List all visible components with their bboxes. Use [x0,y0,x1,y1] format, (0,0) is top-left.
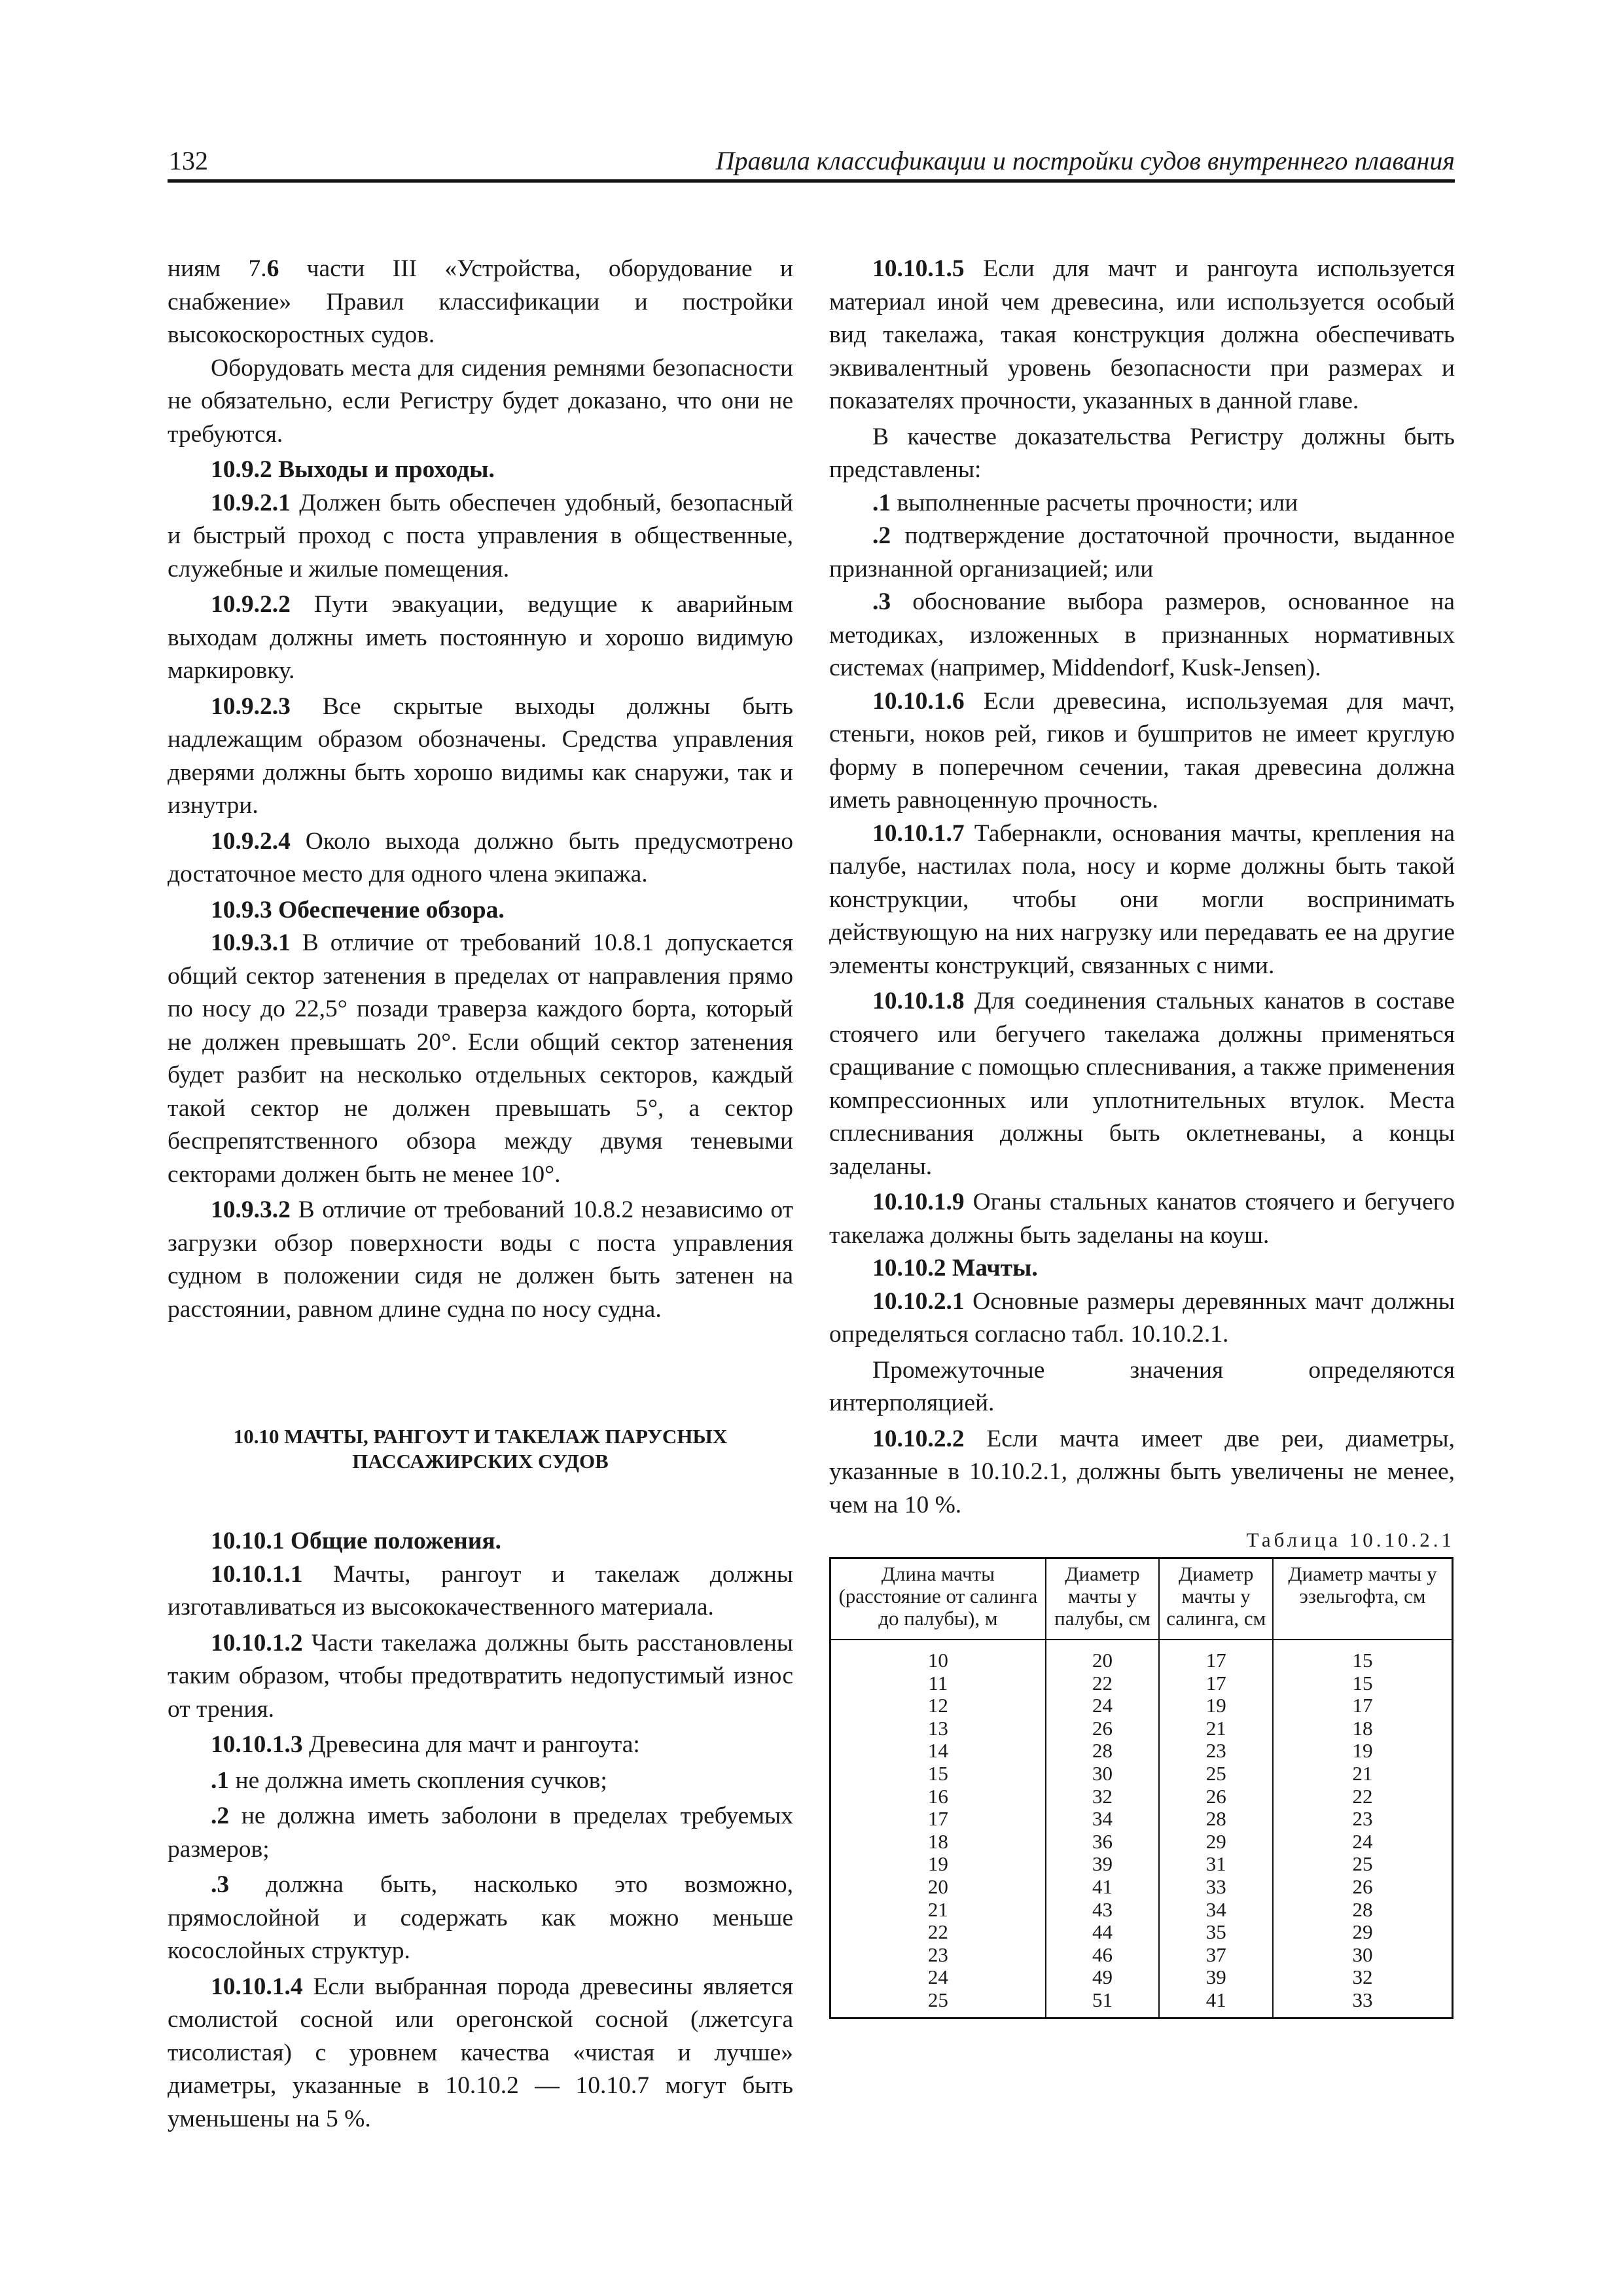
table-cell: 18 [830,1831,1046,1854]
table-cell: 20 [830,1876,1046,1899]
table-cell: 19 [830,1853,1046,1876]
table-cell: 13 [830,1717,1046,1740]
heading-10-10-1: 10.10.1 Общие положения. [211,1528,502,1554]
header-mast-length: Длина мачты (расстояние от салинга до палубы), м [830,1558,1046,1640]
table-cell: 17 [1273,1695,1452,1717]
table-cell: 25 [830,1989,1046,2018]
clause-10-9-2-2: 10.9.2.2 Пути эвакуации, ведущие к аварийным выходам должны иметь постоянную и хорошо видимую маркировку. [168,591,793,684]
clause-10-10-2-2: 10.10.2.2 Если мачта имеет две реи, диаметры, указанные в 10.10.2.1, должны быть увеличены не менее, чем на 10 %. [829,1425,1455,1518]
table-cell: 23 [1159,1740,1273,1763]
table-cell: 24 [1273,1831,1452,1854]
paragraph-seats: Оборудовать места для сидения ремнями безопасности не обязательно, если Регистру будет доказано, что они не требуются. [168,354,793,448]
table-cell: 15 [1273,1672,1452,1695]
evidence-item-1: .1 выполненные расчеты прочности; или [872,489,1298,516]
clause-10-10-1-4: 10.10.1.4 Если выбранная порода древесины является смолистой сосной или орегонской сосной (лжетсуга тисолистая) с уровнем качества «чистая и лучше» диаметры, указанные в 10.10.2 — 10.10.7 могут быть уменьшены на 5 %. [168,1973,793,2132]
clause-10-9-2-3: 10.9.2.3 Все скрытые выходы должны быть надлежащим образом обозначены. Средства управления дверями должны быть хорошо видимы как снаружи, так и изнутри. [168,692,793,819]
table-cell: 21 [1273,1763,1452,1785]
running-title: Правила классификации и постройки судов внутреннего плавания [715,146,1455,175]
table-cell: 22 [1046,1672,1160,1695]
header-diameter-deck: Диаметр мачты у палубы, см [1046,1558,1160,1640]
table-cell: 23 [1273,1808,1452,1831]
table-cell: 20 [1046,1640,1160,1672]
list-item-2: .2 не должна иметь заболони в пределах требуемых размеров; [168,1803,793,1863]
table-cell: 24 [1046,1695,1160,1717]
table-cell: 26 [1046,1717,1160,1740]
table-cell: 33 [1273,1989,1452,2018]
table-cell: 22 [1273,1785,1452,1808]
table-cell: 34 [1159,1899,1273,1922]
table-cell: 16 [830,1785,1046,1808]
clause-10-10-1-5: 10.10.1.5 Если для мачт и рангоута используется материал иной чем древесина, или используется особый вид такелажа, такая конструкция должна обеспечивать эквивалентный уровень безопасности при размерах и показателях прочности, указанных в данной главе. [829,255,1455,414]
table-cell: 24 [830,1966,1046,1989]
table-cell: 25 [1273,1853,1452,1876]
evidence-item-2: .2 подтверждение достаточной прочности, выданное признанной организацией; или [829,522,1455,583]
table-cell: 33 [1159,1876,1273,1899]
table-row [830,1763,1453,1785]
table-row [830,1808,1453,1831]
table-cell: 18 [1273,1717,1452,1740]
evidence-item-3: .3 обоснование выбора размеров, основанное на методиках, изложенных в признанных нормативных системах (например, Middendorf, Kusk-Jensen). [829,588,1455,681]
table-row [830,1717,1453,1740]
list-item-1: .1 не должна иметь скопления сучков; [211,1767,607,1794]
table-cell: 41 [1046,1876,1160,1899]
paragraph-continuation: ниям 7.6 части III «Устройства, оборудование и снабжение» Правил классификации и постройки высокоскоростных судов. [168,255,793,348]
table-cell: 49 [1046,1966,1160,1989]
table-cell: 37 [1159,1944,1273,1967]
table-row [830,1944,1453,1967]
table-cell: 21 [1159,1717,1273,1740]
paragraph-evidence: В качестве доказательства Регистру должны быть представлены: [829,423,1455,483]
table-row [830,1695,1453,1717]
section-spacer [168,1326,793,1424]
table-row [830,1876,1453,1899]
clause-10-10-1-1: 10.10.1.1 Мачты, рангоут и такелаж должны изготавливаться из высококачественного материала. [168,1560,793,1621]
table-cell: 46 [1046,1944,1160,1967]
table-row [830,1640,1453,1672]
table-cell: 41 [1159,1989,1273,2018]
table-row [830,1672,1453,1695]
table-row [830,1966,1453,1989]
heading-10-9-2: 10.9.2 Выходы и проходы. [211,456,495,483]
page-header [168,145,1455,183]
table-cell: 23 [830,1944,1046,1967]
table-cell: 12 [830,1695,1046,1717]
page-number: 132 [169,146,208,175]
header-diameter-cap: Диаметр мачты у эзельгофта, см [1273,1558,1452,1640]
heading-10-9-3: 10.9.3 Обеспечение обзора. [211,896,505,924]
table-header-row [830,1558,1453,1640]
table-cell: 28 [1046,1740,1160,1763]
table-cell: 21 [830,1899,1046,1922]
table-cell: 15 [1273,1640,1452,1672]
table-cell: 44 [1046,1921,1160,1944]
table-body [830,1640,1453,2018]
table-cell: 28 [1273,1899,1452,1922]
table-cell: 26 [1159,1785,1273,1808]
table-cell: 14 [830,1740,1046,1763]
table-cell: 17 [1159,1640,1273,1672]
table-cell: 22 [830,1921,1046,1944]
table-cell: 39 [1159,1966,1273,1989]
table-cell: 28 [1159,1808,1273,1831]
table-cell: 34 [1046,1808,1160,1831]
table-cell: 17 [1159,1672,1273,1695]
table-cell: 19 [1159,1695,1273,1717]
table-cell: 29 [1273,1921,1452,1944]
table-row [830,1831,1453,1854]
table-row [830,1921,1453,1944]
clause-10-10-1-7: 10.10.1.7 Табернакли, основания мачты, крепления на палубе, настилах пола, носу и корме должны быть такой конструкции, чтобы они могли воспринимать действующую на них нагрузку или передавать ее на другие элементы конструкций, связанных с ними. [829,819,1455,979]
table-cell: 15 [830,1763,1046,1785]
table-cell: 35 [1159,1921,1273,1944]
clause-10-10-1-9: 10.10.1.9 Оганы стальных канатов стоячего и бегучего такелажа должны быть заделаны на коуш. [829,1189,1455,1249]
table-cell: 39 [1046,1853,1160,1876]
clause-10-9-3-1: 10.9.3.1 В отличие от требований 10.8.1 допускается общий сектор затенения в пределах от направления прямо по носу до 22,5° позади траверза каждого борта, который не должен превышать 20°. Если общий сектор затенения будет разбит на несколько отдельных секторов, каждый такой сектор не должен превышать 5°, а сектор беспрепятственного обзора между двумя теневыми секторами должен быть не менее 10°. [168,929,793,1188]
table-cell: 25 [1159,1763,1273,1785]
table-row [830,1740,1453,1763]
table-cell: 32 [1273,1966,1452,1989]
left-column [168,253,793,2136]
clause-10-9-2-1: 10.9.2.1 Должен быть обеспечен удобный, безопасный и быстрый проход с поста управления в общественные, служебные и жилые помещения. [168,489,793,583]
clause-10-9-2-4: 10.9.2.4 Около выхода должно быть предусмотрено достаточное место для одного члена экипажа. [168,827,793,888]
table-cell: 19 [1273,1740,1452,1763]
table-row [830,1785,1453,1808]
table-cell: 26 [1273,1876,1452,1899]
table-row [830,1899,1453,1922]
paragraph-interpolation: Промежуточные значения определяются интерполяцией. [829,1356,1455,1416]
table-cell: 11 [830,1672,1046,1695]
table-cell: 31 [1159,1853,1273,1876]
clause-10-10-1-6: 10.10.1.6 Если древесина, используемая для мачт, стеньги, ноков рей, гиков и бушпритов не имеет круглую форму в поперечном сечении, такая древесина должна иметь равноценную прочность. [829,687,1455,814]
clause-10-10-2-1: 10.10.2.1 Основные размеры деревянных мачт должны определяться согласно табл. 10.10.2.1. [829,1287,1455,1348]
table-row [830,1853,1453,1876]
table-caption: Таблица 10.10.2.1 [1246,1528,1455,1551]
table-cell: 10 [830,1640,1046,1672]
header-diameter-crosstrees: Диаметр мачты у салинга, см [1159,1558,1273,1640]
clause-10-10-1-2: 10.10.1.2 Части такелажа должны быть расстановлены таким образом, чтобы предотвратить недопустимый износ от трения. [168,1629,793,1723]
heading-10-10-2: 10.10.2 Мачты. [872,1255,1038,1282]
mast-dimensions-table [829,1557,1454,2019]
clause-10-10-1-3: 10.10.1.3 Древесина для мачт и рангоута: [211,1731,640,1758]
list-item-3: .3 должна быть, насколько это возможно, прямослойной и содержать как можно меньше косослойных структур. [168,1871,793,1964]
table-cell: 43 [1046,1899,1160,1922]
clause-10-10-1-8: 10.10.1.8 Для соединения стальных канатов в составе стоячего или бегучего такелажа должны применяться сращивание с помощью сплеснивания, а также применения компрессионных или уплотнительных втулок. Места сплеснивания должны быть оклетневаны, а концы заделаны. [829,988,1455,1180]
table-cell: 29 [1159,1831,1273,1854]
table-cell: 51 [1046,1989,1160,2018]
table-cell: 30 [1046,1763,1160,1785]
right-column [829,253,1455,2019]
clause-10-9-3-2: 10.9.3.2 В отличие от требований 10.8.2 независимо от загрузки обзор поверхности воды с поста управления судном в положении сидя не должен быть затенен на расстоянии, равном длине судна по носу судна. [168,1196,793,1323]
table-cell: 32 [1046,1785,1160,1808]
table-cell: 30 [1273,1944,1452,1967]
table-cell: 36 [1046,1831,1160,1854]
section-title-10-10: 10.10 МАЧТЫ, РАНГОУТ И ТАКЕЛАЖ ПАРУСНЫХ ПАССАЖИРСКИХ СУДОВ [233,1425,728,1473]
table-row [830,1989,1453,2018]
table-cell: 17 [830,1808,1046,1831]
